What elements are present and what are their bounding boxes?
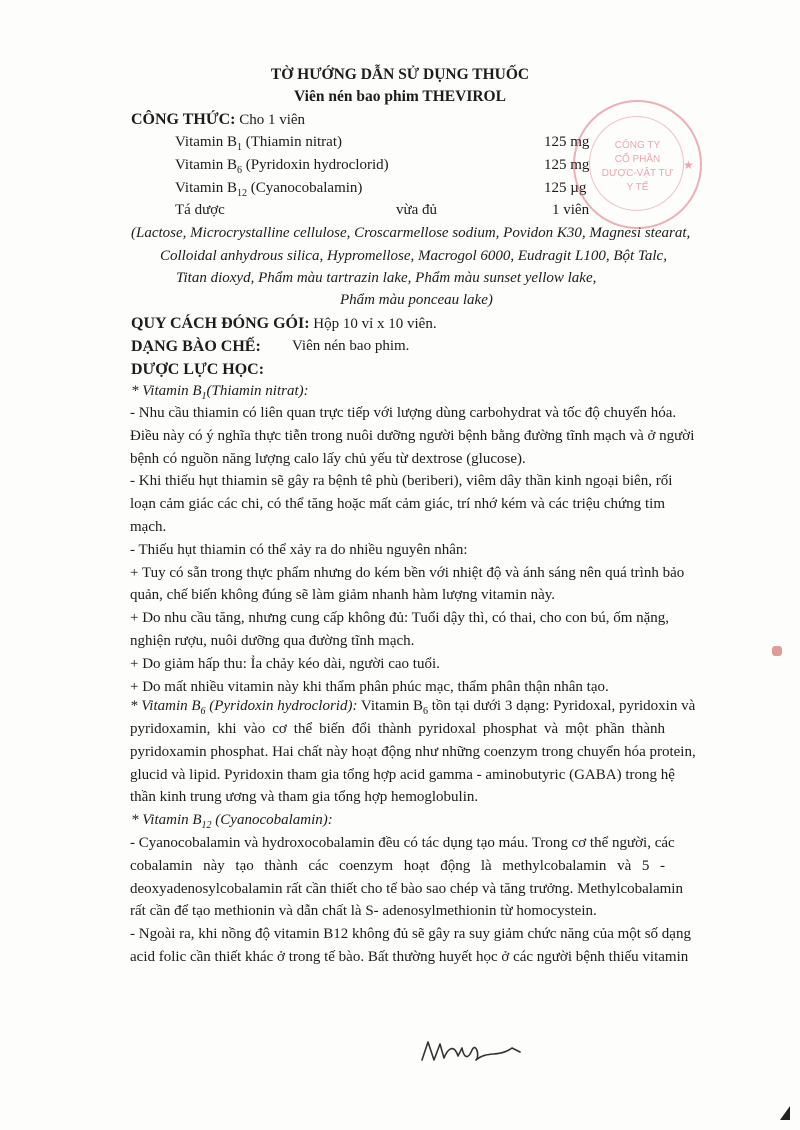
stamp-text: CÔNG TY: [614, 140, 661, 151]
b6-first-b: tồn tại dưới 3 dạng: Pyridoxal, pyridoxin và: [427, 698, 696, 714]
ingredient-sub: 6: [237, 165, 243, 176]
paragraph-line: - Cyanocobalamin và hydroxocobalamin đều có tác dụng tạo máu. Trong cơ thể người, các: [130, 835, 675, 851]
b12-rest: (Cyanocobalamin):: [211, 812, 333, 828]
vitamin-b12-heading: [131, 812, 333, 831]
b6-first-a: Vitamin B: [357, 698, 423, 714]
ingredient-sub: 1: [237, 142, 243, 153]
dosage-form-line: [131, 338, 261, 356]
paragraph-line: pyridoxamin, khi vào cơ thể biến đổi thành pyridoxal phosphat và một phần thành: [130, 721, 665, 737]
b6-sub: 6: [200, 706, 206, 717]
b1-sub: 1: [201, 391, 207, 402]
paragraph-line: - Nhu cầu thiamin có liên quan trực tiếp với lượng dùng carbohydrat và tốc độ chuyển hóa.: [130, 405, 677, 421]
paragraph-line: loạn cảm giác các chi, có thể tăng hoặc mất cảm giác, trí nhớ kém và các triệu chứng tim: [130, 496, 665, 513]
paragraph-line: thần kinh trung ương và tham gia tổng hợp hemoglobulin.: [130, 789, 479, 806]
b12-head: * Vitamin B: [131, 812, 202, 828]
paragraph-line: acid folic cần thiết khác ở trong tế bào. Bất thường huyết học ở các người bệnh thiếu vitamin: [130, 949, 689, 965]
excipient-list-line: (Lactose, Microcrystalline cellulose, Croscarmellose sodium, Povidon K30, Magnesi stearat,: [131, 225, 691, 241]
paragraph-line: mạch.: [130, 519, 167, 535]
ingredient-name-text: Vitamin B: [175, 180, 238, 196]
excipient-amount: 1 viên: [552, 202, 590, 218]
b12-sub: 12: [201, 820, 212, 831]
excipient-list-line: Phẩm màu ponceau lake): [340, 292, 493, 308]
stamp-text: CỔ PHẦN: [614, 154, 661, 165]
excipient-name: Tá dược: [175, 202, 225, 218]
paragraph-line: glucid và lipid. Pyridoxin tham gia tổng hợp acid gamma - aminobutyric (GABA) trong hệ: [130, 766, 675, 783]
paragraph-line: - Khi thiếu hụt thiamin sẽ gây ra bệnh tê phù (beriberi), viêm dây thần kinh ngoại biên, rối: [130, 473, 673, 490]
b1-head: * Vitamin B: [131, 383, 202, 399]
ingredient-name-text: Vitamin B: [175, 134, 238, 150]
paragraph-line: - Ngoài ra, khi nồng độ vitamin B12 không đủ sẽ gây ra suy giảm chức năng của một số dạng: [130, 926, 691, 943]
page-mark: [772, 646, 782, 656]
vitamin-b6-first-line: [130, 698, 696, 717]
star-icon: ★: [683, 158, 694, 172]
paragraph-line: + Do mất nhiều vitamin này khi thẩm phân phúc mạc, thẩm phân thận nhân tạo.: [130, 678, 609, 695]
paragraph-line: Điều này có ý nghĩa thực tiễn trong nuôi dưỡng người bệnh bằng đường tĩnh mạch và ở người: [130, 427, 695, 444]
vitamin-b1-heading: [131, 383, 309, 402]
ingredient-amount: 125 mg: [544, 134, 590, 150]
paragraph-line: bệnh có nguồn năng lượng calo lấy chủ yếu từ dextrose (glucose).: [130, 450, 526, 467]
ingredient-sub: 12: [237, 188, 248, 199]
pharmacodynamics-heading: DƯỢC LỰC HỌC:: [131, 361, 265, 378]
ingredient-name: [175, 134, 342, 153]
paragraph-line: quản, chế biến không đúng sẽ làm giảm nhanh hàm lượng vitamin này.: [130, 587, 556, 604]
formula-heading: CÔNG THỨC:: [131, 111, 236, 128]
ingredient-amount: 125 µg: [544, 180, 587, 196]
excipient-list-line: Titan dioxyd, Phẩm màu tartrazin lake, Phẩm màu sunset yellow lake,: [176, 270, 597, 286]
ingredient-name: [175, 180, 362, 199]
document-subtitle: Viên nén bao phim THEVIROL: [294, 88, 506, 105]
packaging-line: [131, 315, 437, 333]
ingredient-rest: (Pyridoxin hydroclorid): [242, 157, 389, 173]
b1-rest: (Thiamin nitrat):: [206, 383, 309, 399]
packaging-text: Hộp 10 vỉ x 10 viên.: [313, 316, 437, 332]
corner-triangle-icon: [780, 1106, 790, 1120]
b6-head: * Vitamin B: [130, 698, 201, 714]
ingredient-amount: 125 mg: [544, 157, 590, 173]
b6-first-sub: 6: [422, 706, 428, 717]
stamp-text: DƯỢC-VẬT TƯ: [601, 168, 674, 179]
paragraph-line: deoxyadenosylcobalamin rất cần thiết cho tế bào sao chép và tăng trưởng. Methylcobalamin: [130, 880, 683, 897]
paragraph-line: + Do nhu cầu tăng, nhưng cung cấp không đủ: Tuổi dậy thì, có thai, cho con bú, ốm nặng,: [130, 610, 670, 627]
formula-per: Cho 1 viên: [239, 112, 306, 128]
paragraph-line: cobalamin này tạo thành các coenzym hoạt động là methylcobalamin và 5 -: [130, 857, 665, 874]
stamp-text: Y TẾ: [626, 182, 649, 193]
packaging-heading: QUY CÁCH ĐÓNG GÓI:: [131, 315, 310, 332]
excipient-list-line: Colloidal anhydrous silica, Hypromellose, Macrogol 6000, Eudragit L100, Bột Talc,: [160, 248, 667, 264]
company-stamp: [573, 100, 702, 229]
paragraph-line: + Do giảm hấp thu: Ỉa chảy kéo dài, người cao tuổi.: [130, 655, 440, 672]
dosage-form-heading: DẠNG BÀO CHẾ:: [131, 338, 261, 355]
ingredient-name: [175, 157, 389, 176]
excipient-qty: vừa đủ: [396, 202, 438, 218]
formula-heading-line: [131, 111, 305, 129]
paragraph-line: nghiện rượu, nuôi dưỡng qua đường tĩnh mạch.: [130, 633, 415, 649]
document-title: TỜ HƯỚNG DẪN SỬ DỤNG THUỐC: [270, 66, 530, 83]
ingredient-name-text: Vitamin B: [175, 157, 238, 173]
paragraph-line: rất cần để tạo methionin và dẫn chất là S- adenosylmethionin từ homocystein.: [130, 903, 597, 920]
b6-rest: (Pyridoxin hydroclorid):: [205, 698, 358, 714]
paragraph-line: pyridoxamin phosphat. Hai chất này hoạt động như những coenzym trong chuyển hóa protein,: [130, 743, 696, 760]
paragraph-line: + Tuy có sẵn trong thực phẩm nhưng do kém bền với nhiệt độ và ánh sáng nên quá trình bảo: [130, 564, 685, 581]
dosage-form-text: Viên nén bao phim.: [292, 338, 410, 354]
ingredient-rest: (Cyanocobalamin): [247, 180, 363, 196]
signature: [418, 1030, 528, 1075]
ingredient-rest: (Thiamin nitrat): [242, 134, 342, 150]
paragraph-line: - Thiếu hụt thiamin có thể xảy ra do nhiều nguyên nhân:: [130, 541, 468, 558]
